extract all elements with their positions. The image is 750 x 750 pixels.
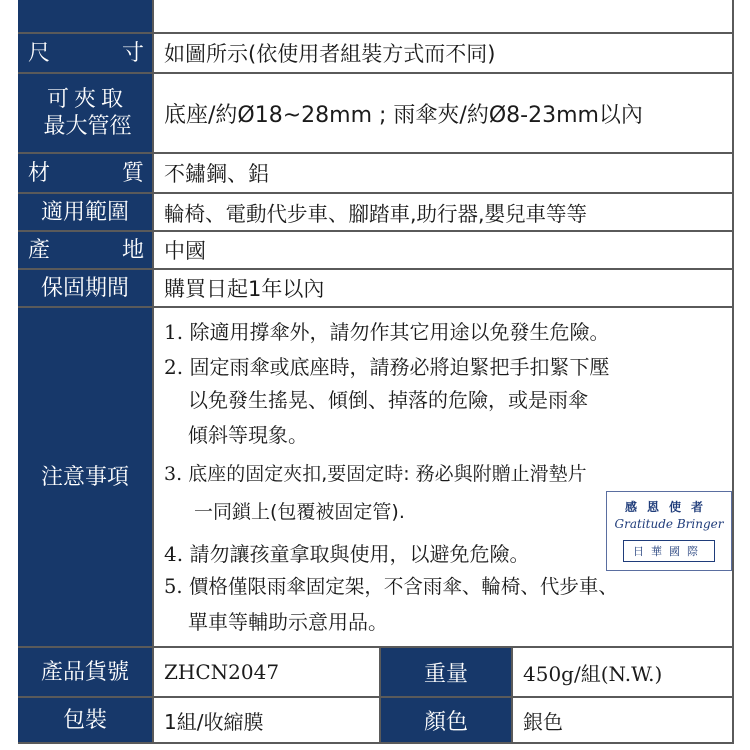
label-origin [18, 232, 154, 268]
top-label-cell [18, 0, 154, 32]
row-material [18, 152, 734, 192]
label-clamp-2: 最大管徑 [43, 114, 132, 139]
brand-stamp [606, 491, 732, 571]
note-3-line-2: 一同鎖上(包覆被固定管). [194, 501, 405, 523]
value-size: 如圖所示(依使用者組裝方式而不同) [154, 34, 734, 72]
stamp-bottom-text: 日華國際 [623, 540, 715, 562]
value-origin: 中國 [154, 232, 734, 268]
row-notes [18, 306, 734, 646]
label-material [18, 154, 154, 192]
row-package [18, 696, 734, 744]
note-3: 3. 底座的固定夾扣,要固定時: 務必與附贈止滑墊片 [164, 463, 587, 485]
label-size [18, 34, 154, 72]
label-size-a: 尺 [28, 40, 51, 66]
label-notes: 注意事項 [18, 308, 154, 646]
note-5-line-2: 單車等輔助示意用品。 [188, 610, 388, 634]
label-clamp-1: 可夾取 [46, 87, 128, 112]
value-weight: 450g/組(N.W.) [513, 648, 734, 696]
note-2-line-2: 以免發生搖晃、傾倒、掉落的危險，或是雨傘 [188, 388, 588, 412]
row-origin [18, 230, 734, 268]
label-weight: 重量 [381, 648, 513, 696]
top-partial-row [18, 0, 734, 32]
value-material: 不鏽鋼、鋁 [154, 154, 734, 192]
value-scope: 輪椅、電動代步車、腳踏車,助行器,嬰兒車等等 [154, 194, 734, 230]
row-clamp [18, 72, 734, 152]
stamp-script-text: Gratitude Bringer [614, 517, 724, 531]
value-warranty: 購買日起1年以內 [154, 270, 734, 306]
value-clamp: 底座/約Ø18~28mm ; 雨傘夾/約Ø8-23mm以內 [154, 74, 734, 152]
row-size [18, 32, 734, 72]
value-color: 銀色 [513, 698, 734, 742]
label-color: 顏色 [381, 698, 513, 742]
label-package: 包裝 [18, 698, 154, 742]
row-warranty [18, 268, 734, 306]
row-scope [18, 192, 734, 230]
label-product: 產品貨號 [18, 648, 154, 696]
value-product: ZHCN2047 [154, 648, 381, 696]
label-origin-a: 產 [28, 237, 51, 263]
stamp-top-text: 感恩使者 [624, 500, 713, 514]
label-scope: 適用範圍 [18, 194, 154, 230]
value-package: 1組/收縮膜 [154, 698, 381, 742]
label-warranty: 保固期間 [18, 270, 154, 306]
note-1: 1. 除適用撐傘外，請勿作其它用途以免發生危險。 [164, 320, 610, 344]
note-5: 5. 價格僅限雨傘固定架，不含雨傘、輪椅、代步車、 [164, 575, 618, 598]
row-product [18, 646, 734, 696]
label-material-a: 材 [28, 160, 51, 186]
note-2-line-3: 傾斜等現象。 [188, 423, 308, 447]
notes-list [154, 308, 734, 646]
note-4: 4. 請勿讓孩童拿取與使用，以避免危險。 [164, 542, 530, 566]
label-material-b: 質 [121, 160, 144, 186]
top-value-cell [154, 0, 734, 32]
label-size-b: 寸 [121, 40, 144, 66]
note-2: 2. 固定雨傘或底座時，請務必將迫緊把手扣緊下壓 [164, 355, 610, 379]
label-clamp [18, 74, 154, 152]
label-origin-b: 地 [121, 237, 144, 263]
